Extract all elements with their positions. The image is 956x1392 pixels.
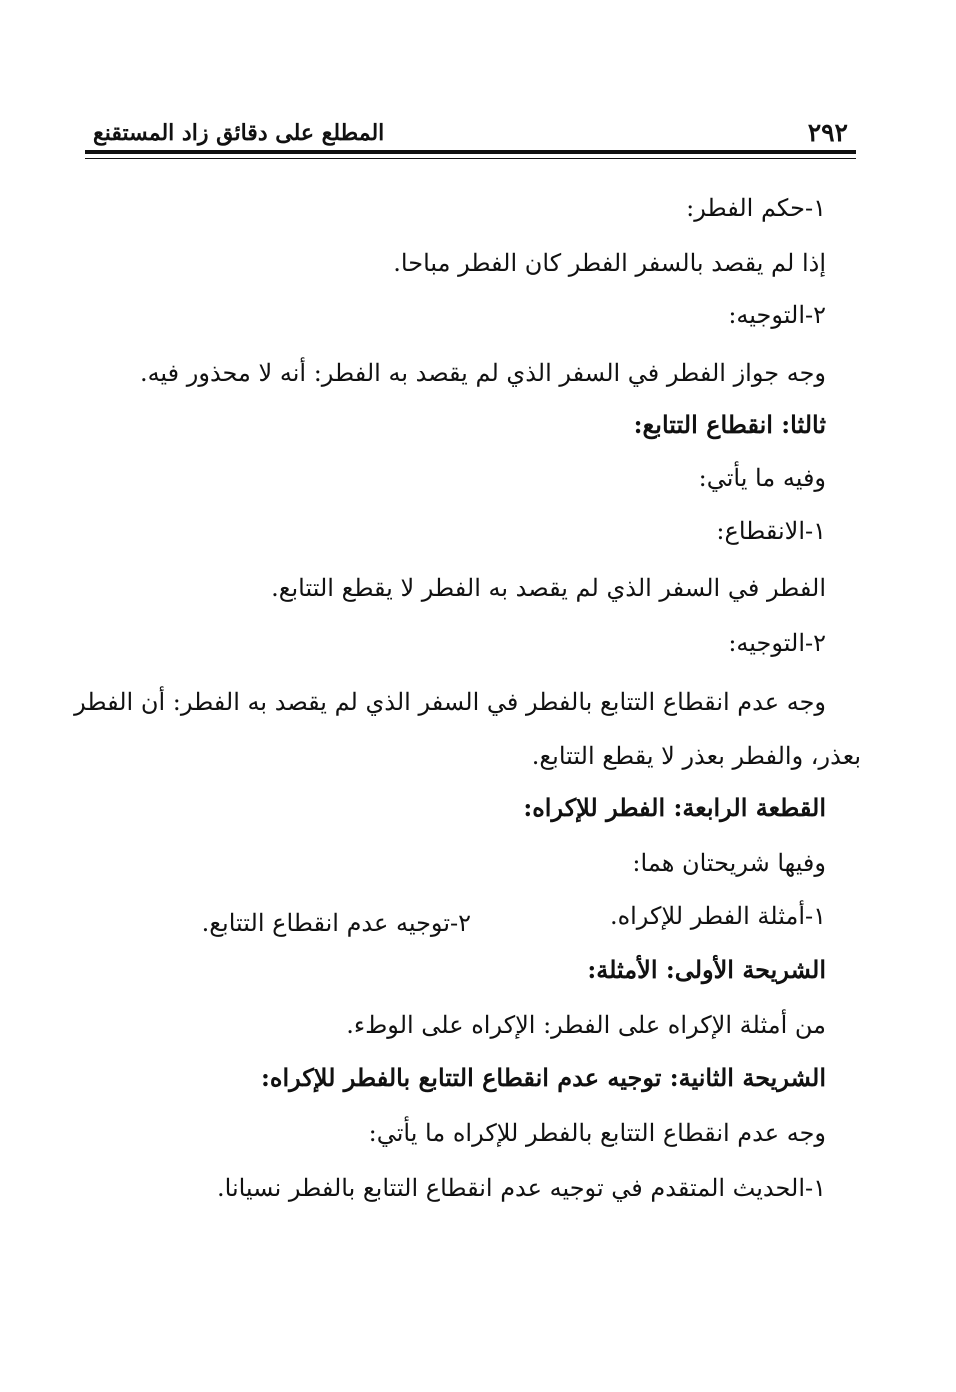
heading-fitr-ruling: ١-حكم الفطر:	[686, 194, 826, 222]
section-heading: ثالثا: انقطاع التتابع:	[633, 410, 826, 439]
paragraph: بعذر، والفطر بعذر لا يقطع التتابع.	[531, 742, 861, 770]
paragraph: إذا لم يقصد بالسفر الفطر كان الفطر مباحا.	[393, 249, 826, 277]
section-heading: الشريحة الأولى: الأمثلة:	[587, 955, 826, 984]
subheading-guidance: ٢-التوجيه:	[728, 301, 826, 329]
paragraph: من أمثلة الإكراه على الفطر: الإكراه على الوطء.	[346, 1011, 826, 1039]
paragraph: الفطر في السفر الذي لم يقصد به الفطر لا يقطع التتابع.	[271, 574, 826, 602]
section-heading: الشريحة الثانية: توجيه عدم انقطاع التتابع بالفطر للإكراه:	[261, 1063, 826, 1092]
book-title: المطلع على دقائق زاد المستقنع	[93, 120, 385, 146]
paragraph: ١-الحديث المتقدم في توجيه عدم انقطاع التتابع بالفطر نسيانا.	[217, 1174, 826, 1202]
paragraph: وجه جواز الفطر في السفر الذي لم يقصد به الفطر: أنه لا محذور فيه.	[139, 359, 826, 387]
paragraph: وفيه ما يأتي:	[698, 464, 826, 492]
header-rule-thin	[85, 158, 856, 159]
page-header	[85, 112, 856, 152]
section-heading: القطعة الرابعة: الفطر للإكراه:	[523, 793, 826, 822]
list-item: ٢-توجيه عدم انقطاع التتابع.	[201, 909, 471, 937]
page-number: ٢٩٢	[807, 118, 848, 147]
subheading-guidance: ٢-التوجيه:	[728, 629, 826, 657]
paragraph: وجه عدم انقطاع التتابع بالفطر للإكراه ما يأتي:	[368, 1119, 826, 1147]
list-item: ١-أمثلة الفطر للإكراه.	[609, 902, 826, 930]
header-rule-thick	[85, 150, 856, 154]
paragraph: وفيها شريحتان هما:	[632, 849, 826, 877]
subheading: ١-الانقطاع:	[716, 517, 826, 545]
paragraph: وجه عدم انقطاع التتابع بالفطر في السفر الذي لم يقصد به الفطر: أن الفطر	[74, 688, 826, 716]
